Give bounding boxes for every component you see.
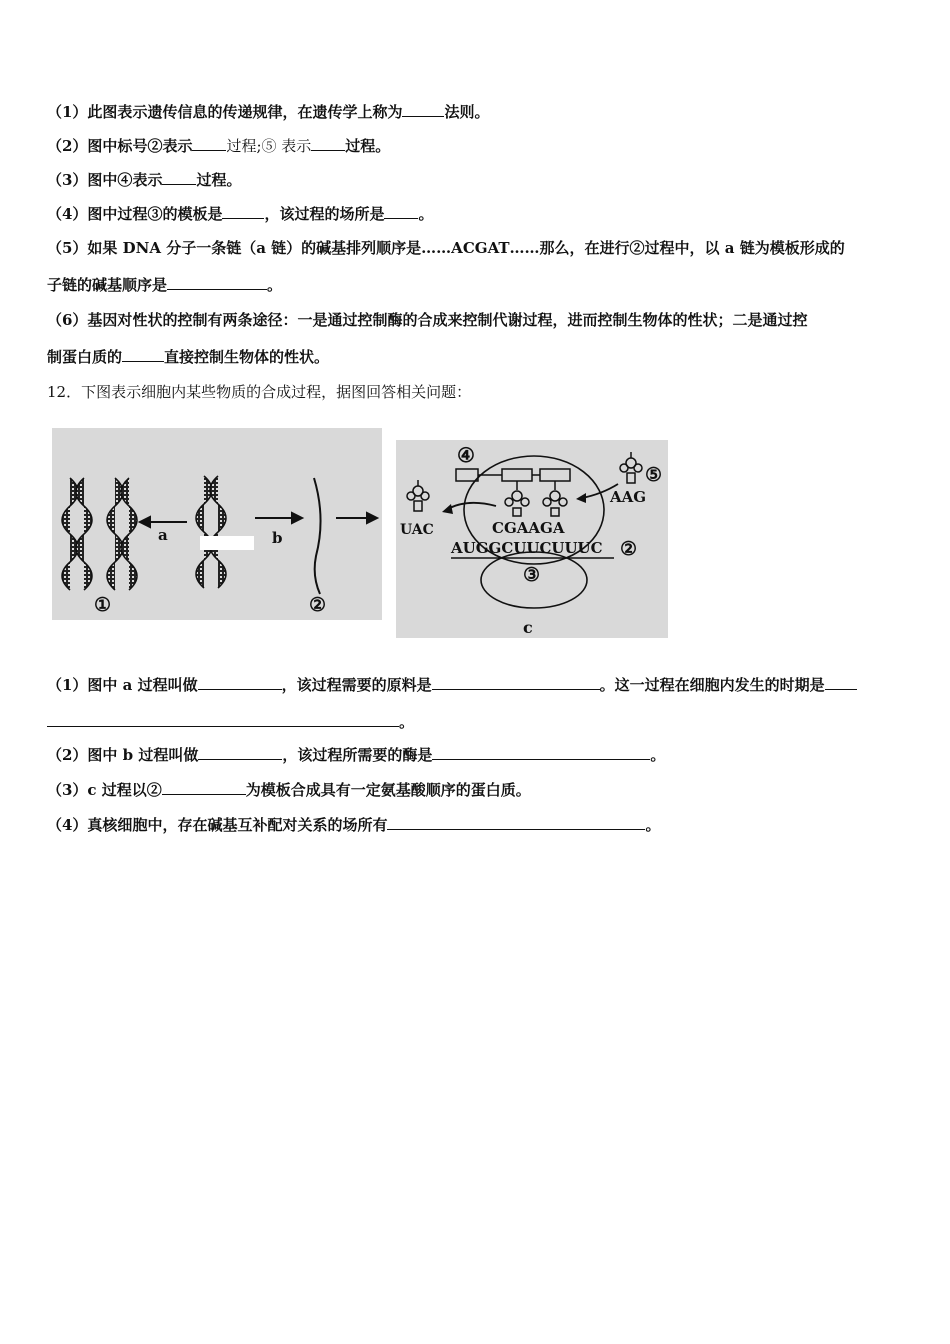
answer-blank[interactable] xyxy=(432,675,600,690)
answer-blank[interactable] xyxy=(198,675,282,690)
q-text: 。 xyxy=(645,816,661,834)
q12-line-2 xyxy=(47,745,665,765)
q-text: （3）c 过程以② xyxy=(47,781,162,799)
answer-blank[interactable] xyxy=(311,136,345,151)
label-circle-2: ② xyxy=(309,594,327,616)
label-c: c xyxy=(523,618,533,637)
answer-blank[interactable] xyxy=(384,204,418,219)
figure-dna xyxy=(52,428,382,620)
answer-blank[interactable] xyxy=(387,815,645,830)
label-circle-3: ③ xyxy=(523,564,541,586)
amino-acid-block xyxy=(540,469,570,481)
codon-uac: UAC xyxy=(400,522,434,538)
amino-acid-block xyxy=(456,469,478,481)
trna-middle-1 xyxy=(505,481,529,516)
q-line-6 xyxy=(47,310,807,330)
double-helix-1 xyxy=(62,478,92,590)
q12-title-text: 12．下图表示细胞内某些物质的合成过程，据图回答相关问题： xyxy=(47,383,472,401)
mrna-sequence: AUGGCUUCUUUC xyxy=(451,539,603,557)
q-text: 过程。 xyxy=(345,137,391,155)
amino-acid-block xyxy=(502,469,532,481)
dna-diagram xyxy=(52,428,382,620)
arrow-c xyxy=(336,513,377,523)
q-text: 。 xyxy=(650,746,666,764)
q-text: （4）图中过程③的模板是 xyxy=(47,205,223,223)
double-helix-3 xyxy=(196,476,226,588)
q-text: （1）图中 a 过程叫做 xyxy=(47,676,198,694)
question-12-title xyxy=(47,382,471,402)
answer-blank[interactable] xyxy=(162,780,246,795)
label-a: a xyxy=(158,526,168,544)
q-line-5b xyxy=(47,275,282,295)
q-text: ，该过程的场所是 xyxy=(264,205,385,223)
q-line-5 xyxy=(47,238,845,258)
translation-diagram xyxy=(396,440,668,638)
q-text: 过程;⑤ 表示 xyxy=(226,137,312,155)
answer-blank[interactable] xyxy=(122,347,164,362)
q-text: ，该过程所需要的酶是 xyxy=(282,746,433,764)
q-text: （4）真核细胞中，存在碱基互补配对关系的场所有 xyxy=(47,816,388,834)
q12-line-4 xyxy=(47,815,660,835)
label-circle-2b: ② xyxy=(620,538,638,560)
exit-arrow xyxy=(446,503,496,510)
double-helix-2 xyxy=(107,478,137,590)
label-b: b xyxy=(272,529,283,547)
q-text: （2）图中 b 过程叫做 xyxy=(47,746,199,764)
q-text: （3）图中④表示 xyxy=(47,171,163,189)
q12-line-1 xyxy=(47,675,857,695)
mrna-strand xyxy=(314,478,321,594)
label-circle-1: ① xyxy=(94,594,112,616)
label-circle-5: ⑤ xyxy=(645,464,663,486)
q-text: （2）图中标号②表示 xyxy=(47,137,193,155)
white-patch xyxy=(200,536,254,550)
q-line-1 xyxy=(47,102,489,122)
answer-blank[interactable] xyxy=(167,275,267,290)
q-text: 。 xyxy=(267,276,283,294)
q-text: （1）此图表示遗传信息的传递规律，在遗传学上称为 xyxy=(47,103,403,121)
q-text: 直接控制生物体的性状。 xyxy=(164,348,330,366)
trna-left xyxy=(407,480,429,511)
arrow-b xyxy=(255,513,302,523)
label-circle-4: ④ xyxy=(457,443,475,467)
anticodon-text: CGAAGA xyxy=(492,519,565,537)
q-text: 法则。 xyxy=(444,103,490,121)
q12-line-1b xyxy=(47,712,414,732)
figure-translation xyxy=(396,440,668,638)
q-text: 。 xyxy=(418,205,434,223)
answer-blank[interactable] xyxy=(47,712,399,727)
q-text: 。 xyxy=(399,713,415,731)
q12-line-3 xyxy=(47,780,531,800)
q-text: 。这一过程在细胞内发生的时期是 xyxy=(599,676,825,694)
q-line-4 xyxy=(47,204,433,224)
q-text: 过程。 xyxy=(196,171,242,189)
q-text: 制蛋白质的 xyxy=(47,348,123,366)
q-text: 子链的碱基顺序是 xyxy=(47,276,168,294)
q-line-2 xyxy=(47,136,390,156)
answer-blank[interactable] xyxy=(432,745,650,760)
q-line-3 xyxy=(47,170,241,190)
answer-blank[interactable] xyxy=(162,170,196,185)
q-text: ，该过程需要的原料是 xyxy=(281,676,432,694)
answer-blank[interactable] xyxy=(825,675,857,690)
trna-middle-2 xyxy=(543,481,567,516)
answer-blank[interactable] xyxy=(192,136,226,151)
answer-blank[interactable] xyxy=(402,102,444,117)
codon-aag: AAG xyxy=(610,488,647,506)
answer-blank[interactable] xyxy=(222,204,264,219)
trna-right xyxy=(620,452,642,483)
q-text: 为模板合成具有一定氨基酸顺序的蛋白质。 xyxy=(245,781,531,799)
q-line-6b xyxy=(47,347,329,367)
q-text: （6）基因对性状的控制有两条途径：一是通过控制酶的合成来控制代谢过程，进而控制生物体的性状；二是通过控 xyxy=(47,311,808,329)
answer-blank[interactable] xyxy=(198,745,282,760)
q-text: （5）如果 DNA 分子一条链（a 链）的碱基排列顺序是……ACGAT……那么，在进行②过程中，以 a 链为模板形成的 xyxy=(47,239,845,257)
